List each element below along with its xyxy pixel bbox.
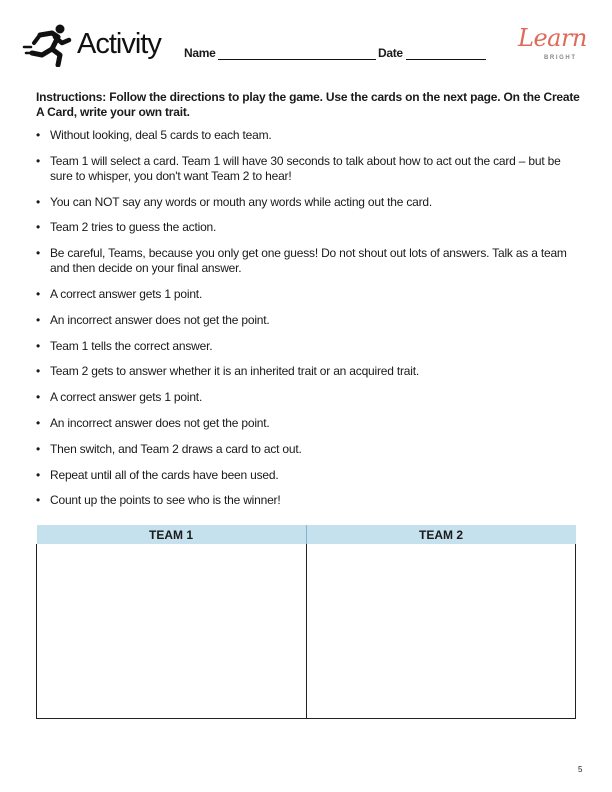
activity-title: Activity	[77, 28, 161, 60]
score-table	[36, 525, 576, 719]
step-text: A correct answer gets 1 point.	[50, 390, 203, 405]
list-item	[36, 313, 576, 328]
step-text: An incorrect answer does not get the point.	[50, 312, 270, 327]
bullet-icon: •	[36, 338, 41, 353]
list-item	[36, 493, 576, 508]
page-header	[0, 0, 612, 80]
bullet-icon: •	[36, 246, 41, 261]
bullet-icon: •	[36, 415, 41, 430]
list-item	[36, 246, 576, 276]
bullet-icon: •	[36, 467, 41, 482]
date-field[interactable]	[378, 46, 486, 60]
logo-text: Learn	[518, 24, 587, 52]
date-label: Date	[378, 46, 403, 60]
bullet-icon: •	[36, 194, 41, 209]
list-item	[36, 128, 576, 143]
bullet-icon: •	[36, 128, 41, 142]
team-1-header: TEAM 1	[37, 525, 307, 544]
date-line[interactable]	[406, 47, 486, 60]
step-text: Repeat until all of the cards have been used.	[50, 467, 279, 482]
bullet-icon: •	[36, 312, 41, 327]
team-2-header: TEAM 2	[306, 525, 576, 544]
bullet-icon: •	[36, 390, 41, 405]
step-text: Team 2 tries to guess the action.	[50, 220, 217, 235]
step-text: Team 1 tells the correct answer.	[50, 338, 213, 353]
steps-list	[36, 128, 576, 519]
step-text: A correct answer gets 1 point.	[50, 286, 203, 301]
bullet-icon: •	[36, 153, 41, 168]
list-item	[36, 220, 576, 235]
step-text: Team 1 will select a card. Team 1 will have 30 seconds to talk about how to act out the card – but be sure to whisper, you don't want Team 2 to hear!	[50, 153, 561, 183]
list-item	[36, 287, 576, 302]
bullet-icon: •	[36, 364, 41, 379]
list-item	[36, 442, 576, 457]
list-item	[36, 195, 576, 210]
list-item	[36, 339, 576, 354]
name-line[interactable]	[218, 47, 376, 60]
list-item	[36, 390, 576, 405]
learn-bright-logo	[518, 24, 587, 66]
list-item	[36, 468, 576, 483]
name-label: Name	[184, 46, 216, 60]
step-text: Team 2 gets to answer whether it is an inherited trait or an acquired trait.	[50, 364, 419, 379]
step-text: Be careful, Teams, because you only get one guess! Do not shout out lots of answers. Talk as a team and then decide on your final answer.	[50, 246, 567, 276]
bullet-icon: •	[36, 493, 41, 508]
list-item	[36, 364, 576, 379]
page-number: 5	[578, 765, 583, 774]
step-text: You can NOT say any words or mouth any words while acting out the card.	[50, 194, 433, 209]
logo-subtext: BRIGHT	[544, 55, 577, 61]
team-2-score-cell[interactable]	[306, 544, 576, 719]
instructions: Instructions: Follow the directions to play the game. Use the cards on the next page. On the Create A Card, write your own trait.	[36, 90, 580, 119]
name-field[interactable]	[184, 46, 376, 60]
step-text: Count up the points to see who is the winner!	[50, 493, 281, 508]
step-text: Then switch, and Team 2 draws a card to act out.	[50, 441, 302, 456]
step-text: An incorrect answer does not get the point.	[50, 415, 270, 430]
bullet-icon: •	[36, 441, 41, 456]
step-text: Without looking, deal 5 cards to each team.	[50, 128, 272, 142]
bullet-icon: •	[36, 286, 41, 301]
running-person-icon	[22, 23, 72, 67]
list-item	[36, 154, 576, 184]
team-1-score-cell[interactable]	[37, 544, 307, 719]
list-item	[36, 416, 576, 431]
bullet-icon: •	[36, 220, 41, 235]
